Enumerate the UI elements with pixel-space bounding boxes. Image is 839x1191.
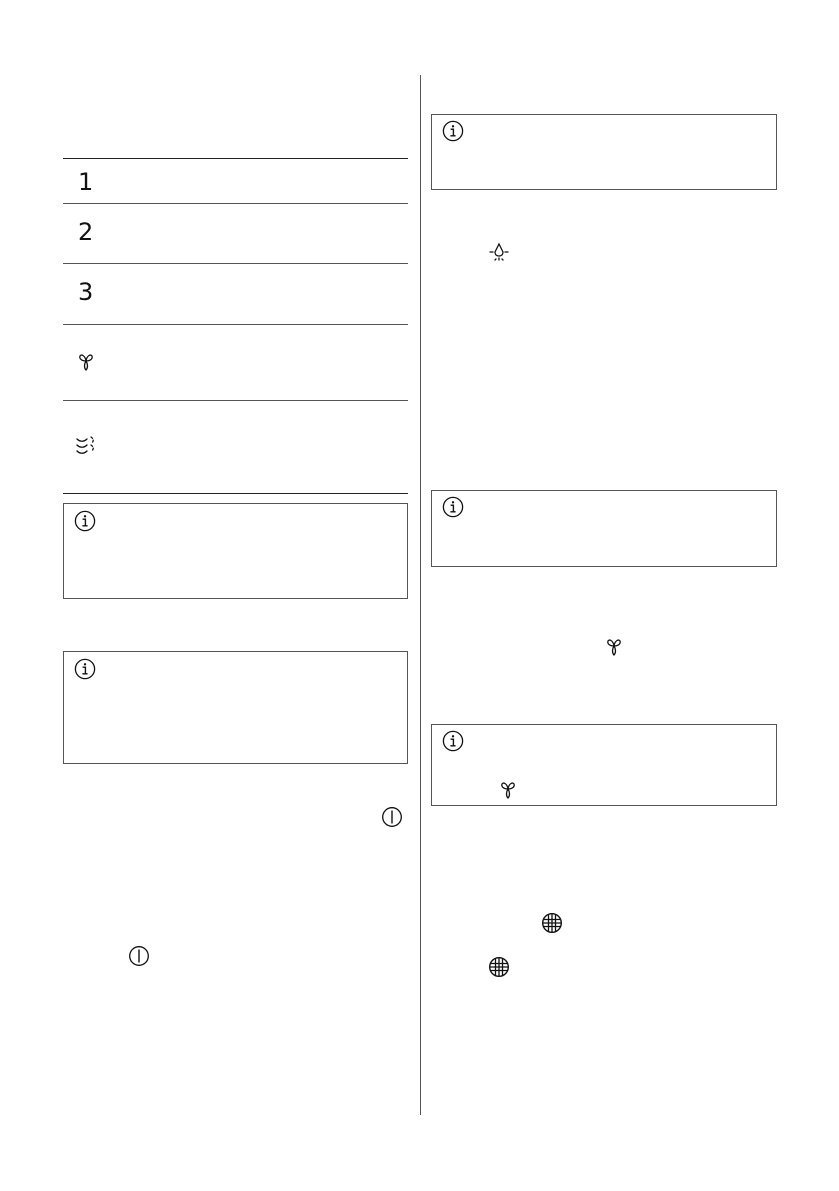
- note-box: [63, 651, 408, 764]
- info-icon: [74, 658, 96, 680]
- table-rule: [63, 324, 408, 325]
- filter-grid-icon: [488, 956, 510, 978]
- info-icon: [442, 730, 464, 752]
- note-box: [431, 114, 777, 190]
- filter-grid-icon: [541, 912, 563, 934]
- fan-icon: [76, 352, 96, 372]
- table-rule: [63, 263, 408, 264]
- table-rule: [63, 493, 408, 494]
- speed-1-label: 1: [78, 168, 94, 196]
- steam-icon: [75, 434, 97, 458]
- table-rule: [63, 158, 408, 159]
- info-icon: [442, 120, 464, 142]
- speed-2-label: 2: [78, 218, 94, 246]
- power-icon: [381, 806, 403, 828]
- light-icon: [487, 240, 511, 264]
- speed-3-label: 3: [78, 278, 94, 306]
- fan-icon: [498, 780, 518, 800]
- note-box: [63, 503, 408, 599]
- info-icon: [442, 496, 464, 518]
- info-icon: [74, 510, 96, 532]
- column-divider: [420, 75, 421, 1115]
- note-box: [431, 724, 777, 806]
- note-box: [431, 490, 777, 567]
- table-rule: [63, 400, 408, 401]
- power-icon: [128, 945, 150, 967]
- fan-icon: [604, 637, 624, 657]
- table-rule: [63, 203, 408, 204]
